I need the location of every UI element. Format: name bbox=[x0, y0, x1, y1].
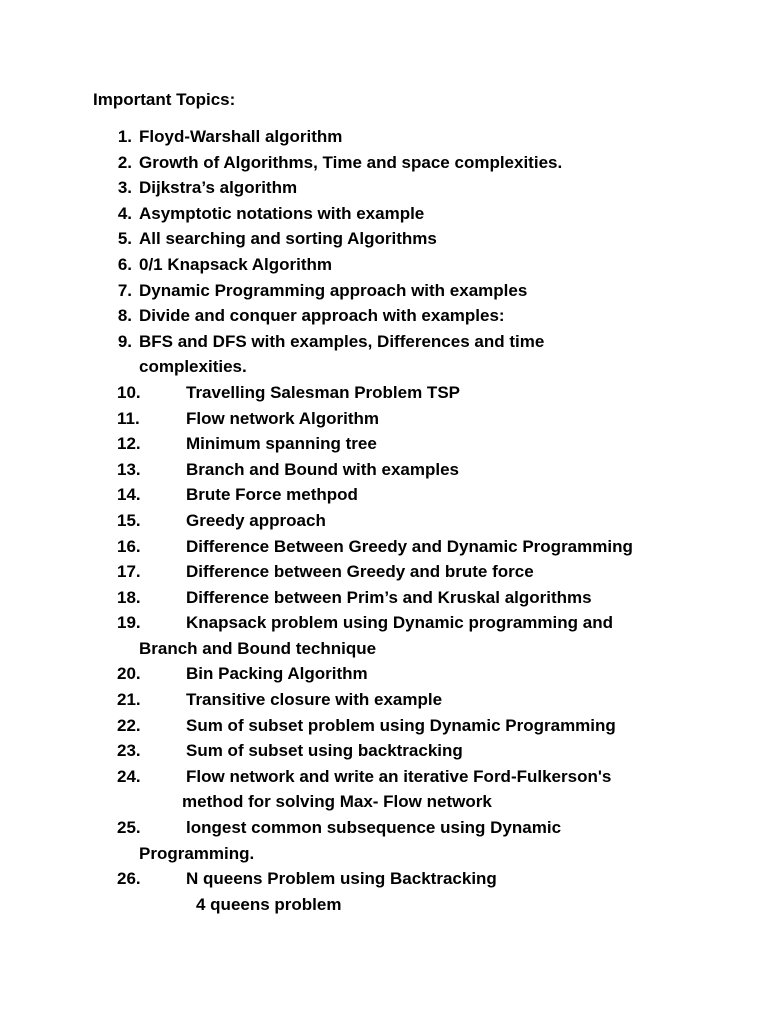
list-item bbox=[0, 457, 768, 483]
list-item-continuation bbox=[0, 789, 768, 815]
list-item bbox=[0, 406, 768, 432]
list-item-text: Dijkstra’s algorithm bbox=[139, 178, 298, 198]
list-item-number: 20. bbox=[117, 664, 141, 684]
list-item-text: Flow network and write an iterative Ford-Fulkerson's bbox=[186, 766, 612, 786]
list-item-text: Knapsack problem using Dynamic programming and bbox=[186, 613, 613, 633]
list-item-number: 15. bbox=[117, 510, 141, 530]
list-item-text: longest common subsequence using Dynamic bbox=[186, 818, 562, 838]
list-item bbox=[0, 201, 768, 227]
list-item bbox=[0, 329, 768, 355]
list-item bbox=[0, 559, 768, 585]
list-item bbox=[0, 150, 768, 176]
page-heading: Important Topics: bbox=[93, 90, 236, 109]
list-item-number: 25. bbox=[117, 818, 141, 838]
list-item-text: Asymptotic notations with example bbox=[139, 203, 425, 223]
list-item-text: BFS and DFS with examples, Differences and time bbox=[139, 331, 545, 351]
list-item-text: Dynamic Programming approach with examples bbox=[139, 280, 528, 300]
list-item-number: 16. bbox=[117, 536, 141, 556]
list-item-number: 7. bbox=[117, 280, 132, 300]
list-item-continuation bbox=[0, 354, 768, 380]
topics-list bbox=[0, 124, 768, 917]
list-item-text: Flow network Algorithm bbox=[186, 408, 379, 428]
list-item-number: 9. bbox=[117, 331, 132, 351]
list-item-continuation-text: 4 queens problem bbox=[196, 894, 342, 914]
list-item-text: Brute Force methpod bbox=[186, 485, 358, 505]
list-item-text: Travelling Salesman Problem TSP bbox=[186, 382, 460, 402]
list-item bbox=[0, 226, 768, 252]
list-item-continuation-text: complexities. bbox=[139, 357, 247, 377]
list-item-number: 3. bbox=[117, 178, 132, 198]
list-item-number: 10. bbox=[117, 382, 141, 402]
list-item bbox=[0, 175, 768, 201]
list-item-text: All searching and sorting Algorithms bbox=[139, 229, 437, 249]
list-item-continuation bbox=[0, 892, 768, 918]
list-item-text: Difference Between Greedy and Dynamic Programming bbox=[186, 536, 633, 556]
list-item-number: 23. bbox=[117, 741, 141, 761]
list-item bbox=[0, 738, 768, 764]
list-item-text: Difference between Greedy and brute force bbox=[186, 562, 534, 582]
list-item bbox=[0, 713, 768, 739]
list-item-number: 22. bbox=[117, 715, 141, 735]
list-item-number: 17. bbox=[117, 562, 141, 582]
list-item-text: 0/1 Knapsack Algorithm bbox=[139, 254, 333, 274]
list-item bbox=[0, 252, 768, 278]
list-item-text: Sum of subset problem using Dynamic Programming bbox=[186, 715, 616, 735]
list-item-number: 24. bbox=[117, 766, 141, 786]
list-item-number: 18. bbox=[117, 587, 141, 607]
list-item-number: 21. bbox=[117, 690, 141, 710]
list-item-text: N queens Problem using Backtracking bbox=[186, 869, 497, 889]
list-item-number: 14. bbox=[117, 485, 141, 505]
list-item bbox=[0, 661, 768, 687]
list-item-continuation bbox=[0, 841, 768, 867]
list-item bbox=[0, 585, 768, 611]
list-item-number: 19. bbox=[117, 613, 141, 633]
list-item bbox=[0, 610, 768, 636]
list-item-number: 1. bbox=[117, 127, 132, 146]
list-item-number: 26. bbox=[117, 869, 141, 889]
list-item-text: Divide and conquer approach with examples: bbox=[139, 306, 505, 326]
list-item bbox=[0, 866, 768, 892]
list-item bbox=[0, 815, 768, 841]
list-item-continuation-text: Programming. bbox=[139, 843, 255, 863]
list-item-text: Minimum spanning tree bbox=[186, 434, 377, 454]
list-item-number: 11. bbox=[117, 408, 140, 428]
list-item-number: 12. bbox=[117, 434, 141, 454]
list-item bbox=[0, 278, 768, 304]
list-item-text: Greedy approach bbox=[186, 510, 326, 530]
list-item bbox=[0, 764, 768, 790]
list-item bbox=[0, 303, 768, 329]
list-item bbox=[0, 508, 768, 534]
list-item bbox=[0, 380, 768, 406]
list-item-number: 2. bbox=[117, 152, 132, 172]
list-item-text: Sum of subset using backtracking bbox=[186, 741, 463, 761]
list-item-number: 6. bbox=[117, 254, 132, 274]
list-item-text: Branch and Bound with examples bbox=[186, 459, 459, 479]
list-item-text: Bin Packing Algorithm bbox=[186, 664, 368, 684]
list-item-continuation-text: Branch and Bound technique bbox=[139, 638, 377, 658]
list-item-number: 13. bbox=[117, 459, 141, 479]
list-item-text: Growth of Algorithms, Time and space complexities. bbox=[139, 152, 563, 172]
list-item-number: 5. bbox=[117, 229, 132, 249]
list-item bbox=[0, 534, 768, 560]
list-item-text: Transitive closure with example bbox=[186, 690, 443, 710]
list-item bbox=[0, 431, 768, 457]
list-item-number: 4. bbox=[117, 203, 132, 223]
list-item-continuation-text: method for solving Max- Flow network bbox=[182, 792, 492, 812]
list-item-text: Difference between Prim’s and Kruskal algorithms bbox=[186, 587, 592, 607]
list-item-continuation bbox=[0, 636, 768, 662]
list-item bbox=[0, 124, 768, 150]
list-item-number: 8. bbox=[117, 306, 132, 326]
list-item bbox=[0, 687, 768, 713]
list-item-text: Floyd-Warshall algorithm bbox=[139, 127, 343, 146]
list-item bbox=[0, 482, 768, 508]
